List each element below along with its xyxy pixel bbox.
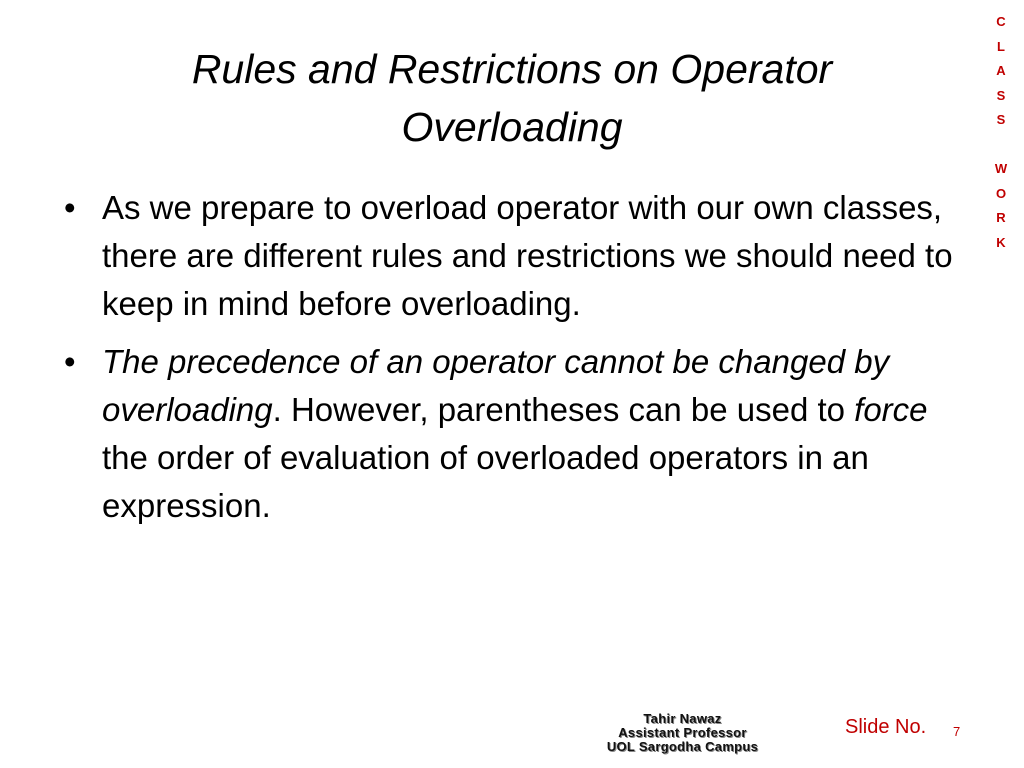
classwork-vertical-label: [990, 10, 1012, 255]
bullet-text: As we prepare to overload operator with our own classes, there are different rules and restrictions we should need to keep in mind before overloading.: [102, 189, 953, 322]
author-campus: UOL Sargodha Campus: [606, 739, 759, 754]
bullet-item: [64, 338, 964, 530]
side-letter: K: [996, 234, 1006, 250]
side-letter: L: [997, 38, 1005, 54]
bullet-text-italic: force: [854, 391, 928, 428]
bullet-icon: •: [64, 343, 76, 380]
slide-number: 7: [953, 724, 961, 739]
title-line-2: Overloading: [401, 104, 623, 150]
author-signature: [570, 712, 795, 754]
bullet-text: the order of evaluation of overloaded operators in an expression.: [102, 439, 869, 524]
author-name: Tahir Nawaz: [643, 711, 722, 726]
bullet-text: . However, parentheses can be used to: [272, 391, 855, 428]
side-letter: O: [995, 185, 1007, 201]
side-letter: S: [996, 87, 1006, 103]
slide-number-label: Slide No.: [845, 716, 927, 738]
slide-title: [60, 40, 964, 156]
side-letter: R: [996, 210, 1006, 225]
side-letter: A: [996, 63, 1006, 78]
bullet-list: [64, 184, 964, 540]
bullet-item: [64, 184, 964, 328]
side-letter: C: [996, 14, 1006, 29]
bullet-text-italic: The precedence of an operator cannot be changed by overloading: [102, 343, 890, 428]
side-letter-gap: [990, 133, 1012, 158]
author-role: Assistant Professor: [618, 725, 747, 740]
title-line-1: Rules and Restrictions on Operator: [191, 46, 833, 92]
side-letter: S: [996, 112, 1006, 127]
bullet-icon: •: [64, 189, 76, 226]
side-letter: W: [994, 161, 1008, 176]
